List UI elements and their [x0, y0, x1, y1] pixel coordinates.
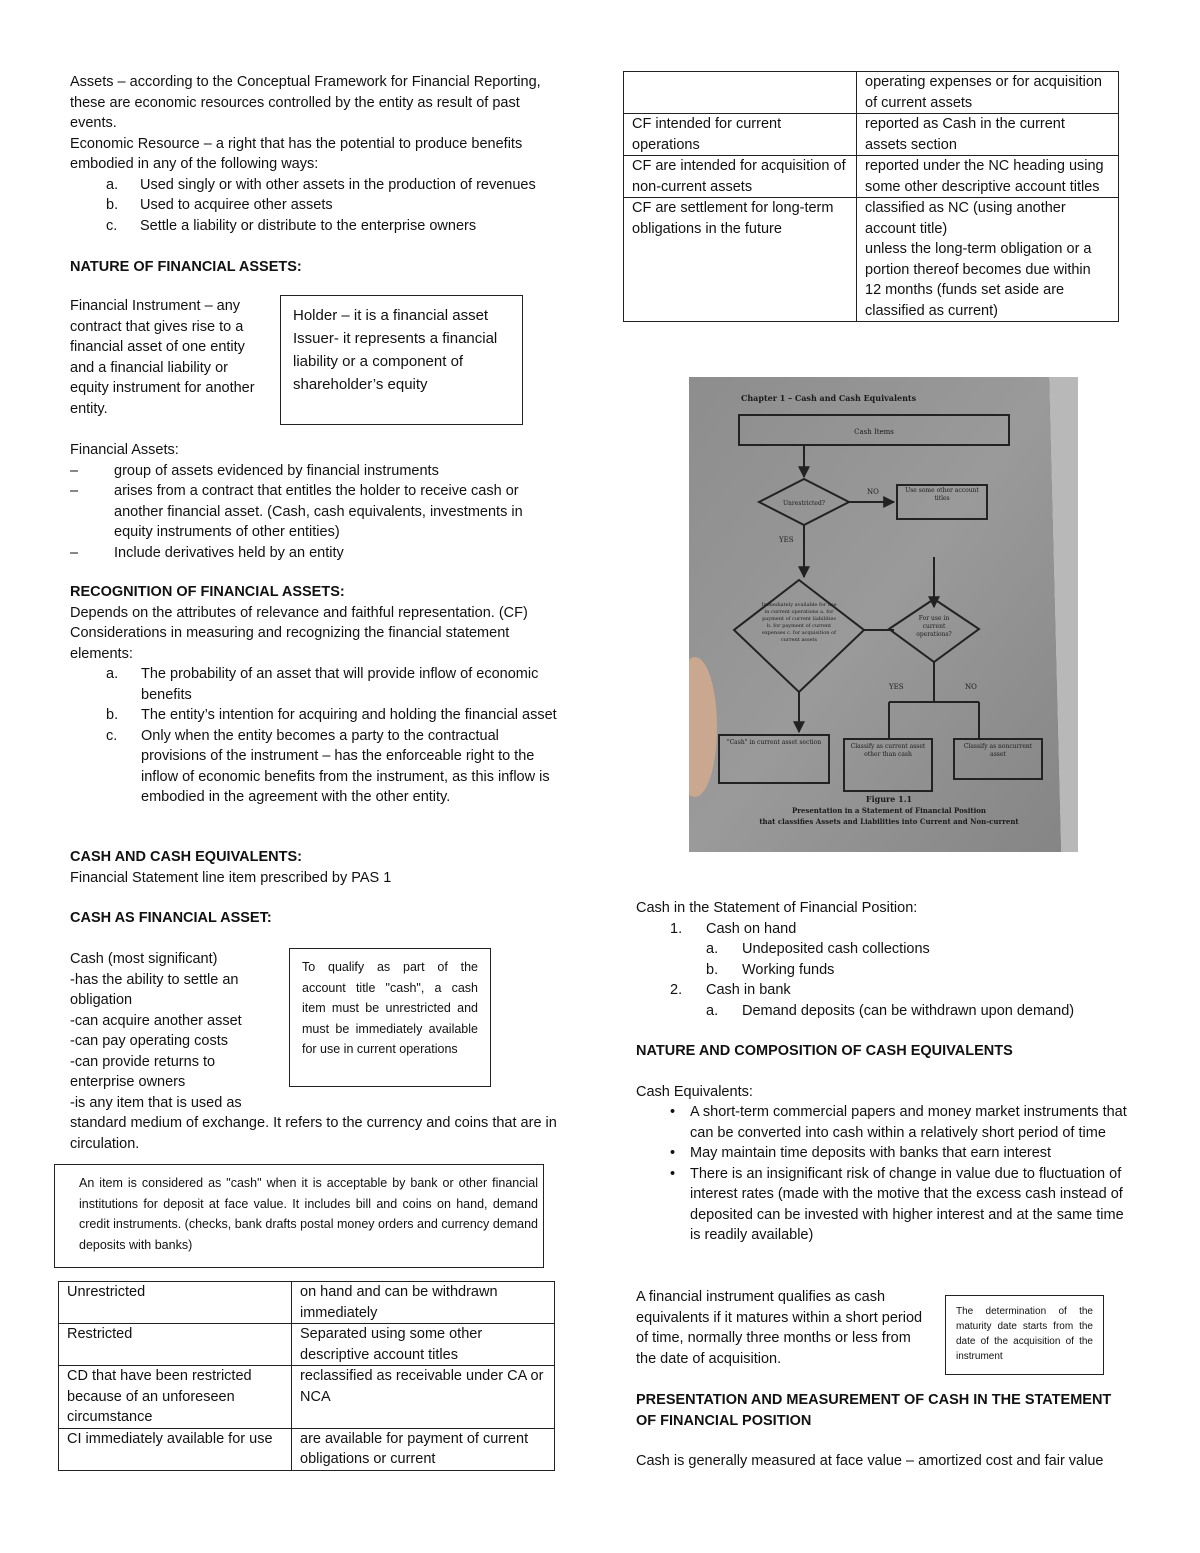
list-item: • A short-term commercial papers and money market instruments that can be converted into cash within a relatively short period of time	[670, 1104, 1127, 1141]
intro-section	[70, 72, 560, 236]
cash-line: -can acquire another asset	[70, 1012, 242, 1029]
flow-d3-label: For use in current operations?	[916, 615, 952, 638]
assets-definition: Assets – according to the Conceptual Framework for Financial Reporting, these are economic resources controlled by the entity as result of past events.	[70, 74, 541, 131]
flow-b3-label: Classify as noncurrent asset	[963, 743, 1033, 758]
list-item: c. Settle a liability or distribute to the enterprise owners	[106, 217, 477, 234]
table-cell: CF intended for current operations	[624, 114, 857, 156]
economic-resource-definition: Economic Resource – a right that has the potential to produce benefits embodied in any of the following ways:	[70, 135, 523, 172]
recognition-line2: Considerations in measuring and recognizing the financial statement elements:	[70, 625, 510, 662]
list-item: c. Only when the entity becomes a party to the contractual provisions of the instrument – has the enforceable right to the inflow of economic benefits from the instrument, as this inflow is embodied in the agreement with the other entity.	[106, 727, 550, 805]
flow-no2: NO	[965, 683, 977, 691]
cash-line: -can pay operating costs	[70, 1033, 228, 1049]
cash-line: Cash (most significant)	[70, 951, 218, 967]
cash-fund-table	[623, 71, 1119, 322]
cce-heading: CASH AND CASH EQUIVALENTS:	[70, 849, 303, 865]
table-cell: operating expenses or for acquisition of current assets	[857, 72, 1119, 114]
flow-no1: NO	[867, 488, 879, 496]
financial-assets-section	[70, 440, 560, 563]
list-item: 2. Cash in bank	[670, 982, 791, 998]
list-item: a. Undeposited cash collections	[706, 941, 930, 957]
cash-classification-table	[58, 1281, 555, 1471]
table-cell: CF are intended for acquisition of non-current assets	[624, 156, 857, 198]
maturity-box-text: The determination of the maturity date starts from the date of the acquisition of the instrument	[956, 1306, 1093, 1362]
cash-line: -can provide returns to enterprise owners	[70, 1053, 216, 1090]
table-row	[624, 72, 1119, 114]
qualify-text: A financial instrument qualifies as cash equivalents if it matures within a short period of time, normally three months or less from the date of acquisition.	[636, 1289, 923, 1367]
flow-chapter: Chapter 1 – Cash and Cash Equivalents	[741, 393, 917, 403]
recognition-line1: Depends on the attributes of relevance and faithful representation. (CF)	[70, 604, 528, 621]
flowchart-svg	[689, 377, 1078, 852]
table-cell: Restricted	[59, 1324, 292, 1366]
table-row	[59, 1282, 555, 1324]
list-item: b. The entity’s intention for acquiring and holding the financial asset	[106, 707, 557, 723]
table-cell: are available for payment of current obligations or current	[292, 1428, 555, 1470]
sfp-title: Cash in the Statement of Financial Position:	[636, 900, 918, 916]
list-item: b. Used to acquiree other assets	[106, 197, 333, 213]
flowchart-photo	[689, 377, 1078, 852]
qualify-box	[289, 948, 491, 1087]
list-item: a. The probability of an asset that will provide inflow of economic benefits	[106, 666, 539, 703]
presentation-heading: PRESENTATION AND MEASUREMENT OF CASH IN THE STATEMENT OF FINANCIAL POSITION	[636, 1392, 1112, 1429]
flow-side-label: Use some other account titles	[905, 487, 979, 502]
financial-instrument-definition: Financial Instrument – any contract that gives rise to a financial asset of one entity and a financial liability or equity instrument for another entity.	[70, 298, 255, 417]
cash-continuation: standard medium of exchange. It refers to the currency and coins that are in circulation.	[70, 1115, 557, 1152]
maturity-box	[945, 1295, 1104, 1375]
recognition-heading: RECOGNITION OF FINANCIAL ASSETS:	[70, 584, 345, 600]
table-row	[59, 1366, 555, 1429]
table-cell	[624, 72, 857, 114]
flow-yes2: YES	[889, 683, 904, 691]
ce-bullets	[670, 1102, 1131, 1246]
list-item: • May maintain time deposits with banks that earn interest	[670, 1145, 1052, 1161]
cce-section	[70, 847, 560, 888]
holder-issuer-box	[280, 295, 523, 425]
list-item: a. Demand deposits (can be withdrawn upon demand)	[706, 1002, 1075, 1019]
ways-list	[106, 175, 560, 237]
sfp-section	[636, 898, 1126, 1021]
financial-assets-title: Financial Assets:	[70, 442, 179, 458]
table-cell: Separated using some other descriptive account titles	[292, 1324, 555, 1366]
qualify-box-text: To qualify as part of the account title "cash", a cash item must be unrestricted and must be immediately available for use in current operations	[302, 960, 478, 1056]
flow-b2-label: Classify as current asset other than cash	[850, 743, 926, 758]
holder-text: Holder – it is a financial asset	[293, 307, 489, 324]
list-item: 1. Cash on hand	[670, 920, 797, 937]
list-item: – arises from a contract that entitles the holder to receive cash or another financial asset. (Cash, cash equivalents, investments in equity instruments of other entities)	[70, 483, 523, 540]
cash-line: -is any item that is used as	[70, 1094, 242, 1111]
table-row	[624, 156, 1119, 198]
recognition-section	[70, 582, 565, 808]
table-cell: on hand and can be withdrawn immediately	[292, 1282, 555, 1324]
table-row	[59, 1428, 555, 1470]
table-cell: CI immediately available for use	[59, 1428, 292, 1470]
cash-attributes	[70, 949, 270, 1113]
table-cell: reclassified as receivable under CA or NCA	[292, 1366, 555, 1429]
list-item: a. Used singly or with other assets in the production of revenues	[106, 176, 536, 193]
nature-ce-heading: NATURE AND COMPOSITION OF CASH EQUIVALENTS	[636, 1043, 1013, 1059]
nature-ce-section	[636, 1041, 1131, 1246]
table-row	[624, 198, 1119, 322]
table-cell: classified as NC (using another account title) unless the long-term obligation or a portion thereof becomes due within 12 months (funds set aside are classified as current)	[857, 198, 1119, 322]
nature-heading: NATURE OF FINANCIAL ASSETS:	[70, 259, 302, 275]
flow-caption-2: that classifies Assets and Liabilities into Current and Non-current	[759, 817, 1019, 826]
flow-d1-label: Unrestricted?	[783, 500, 825, 507]
presentation-line: Cash is generally measured at face value – amortized cost and fair value	[636, 1453, 1104, 1469]
cash-line: -has the ability to settle an obligation	[70, 971, 239, 1008]
recognition-list	[106, 664, 565, 808]
flow-caption-1: Presentation in a Statement of Financial Position	[791, 806, 987, 815]
flow-top-label: Cash Items	[854, 428, 894, 436]
presentation-section	[636, 1390, 1131, 1472]
list-item: – group of assets evidenced by financial instruments	[70, 462, 439, 479]
flow-yes1: YES	[779, 536, 794, 544]
cash-equivalents-title: Cash Equivalents:	[636, 1083, 753, 1100]
table-cell: CF are settlement for long-term obligations in the future	[624, 198, 857, 322]
table-cell: reported under the NC heading using some other descriptive account titles	[857, 156, 1119, 198]
table-cell: reported as Cash in the current assets section	[857, 114, 1119, 156]
flow-figure: Figure 1.1	[865, 794, 913, 804]
list-item: b. Working funds	[706, 961, 835, 978]
cce-line: Financial Statement line item prescribed by PAS 1	[70, 869, 392, 886]
table-cell: CD that have been restricted because of an unforeseen circumstance	[59, 1366, 292, 1429]
table-cell: Unrestricted	[59, 1282, 292, 1324]
table-row	[59, 1324, 555, 1366]
cash-item-box-text: An item is considered as "cash" when it is acceptable by bank or other financial institutions for deposit at face value. It includes bill and coins on hand, demand credit instruments. (checks, bank drafts postal money orders and currency demand deposits with banks)	[79, 1176, 538, 1252]
flow-b1-label: "Cash" in current asset section	[726, 739, 822, 746]
flow-d2-label: Immediately available for use in current operations a. for payment of current liabilities b. for payment of current expenses c. for acquisition of current assets	[761, 602, 837, 643]
list-item: • There is an insignificant risk of change in value due to fluctuation of interest rates (made with the motive that the excess cash instead of deposited can be invested with higher interest and at the same time is readily available)	[670, 1165, 1124, 1243]
list-item: – Include derivatives held by an entity	[70, 544, 344, 561]
cash-fa-heading: CASH AS FINANCIAL ASSET:	[70, 910, 272, 926]
cash-item-box	[54, 1164, 544, 1268]
table-row	[624, 114, 1119, 156]
issuer-text: Issuer- it represents a financial liability or a component of shareholder’s equity	[293, 330, 498, 393]
